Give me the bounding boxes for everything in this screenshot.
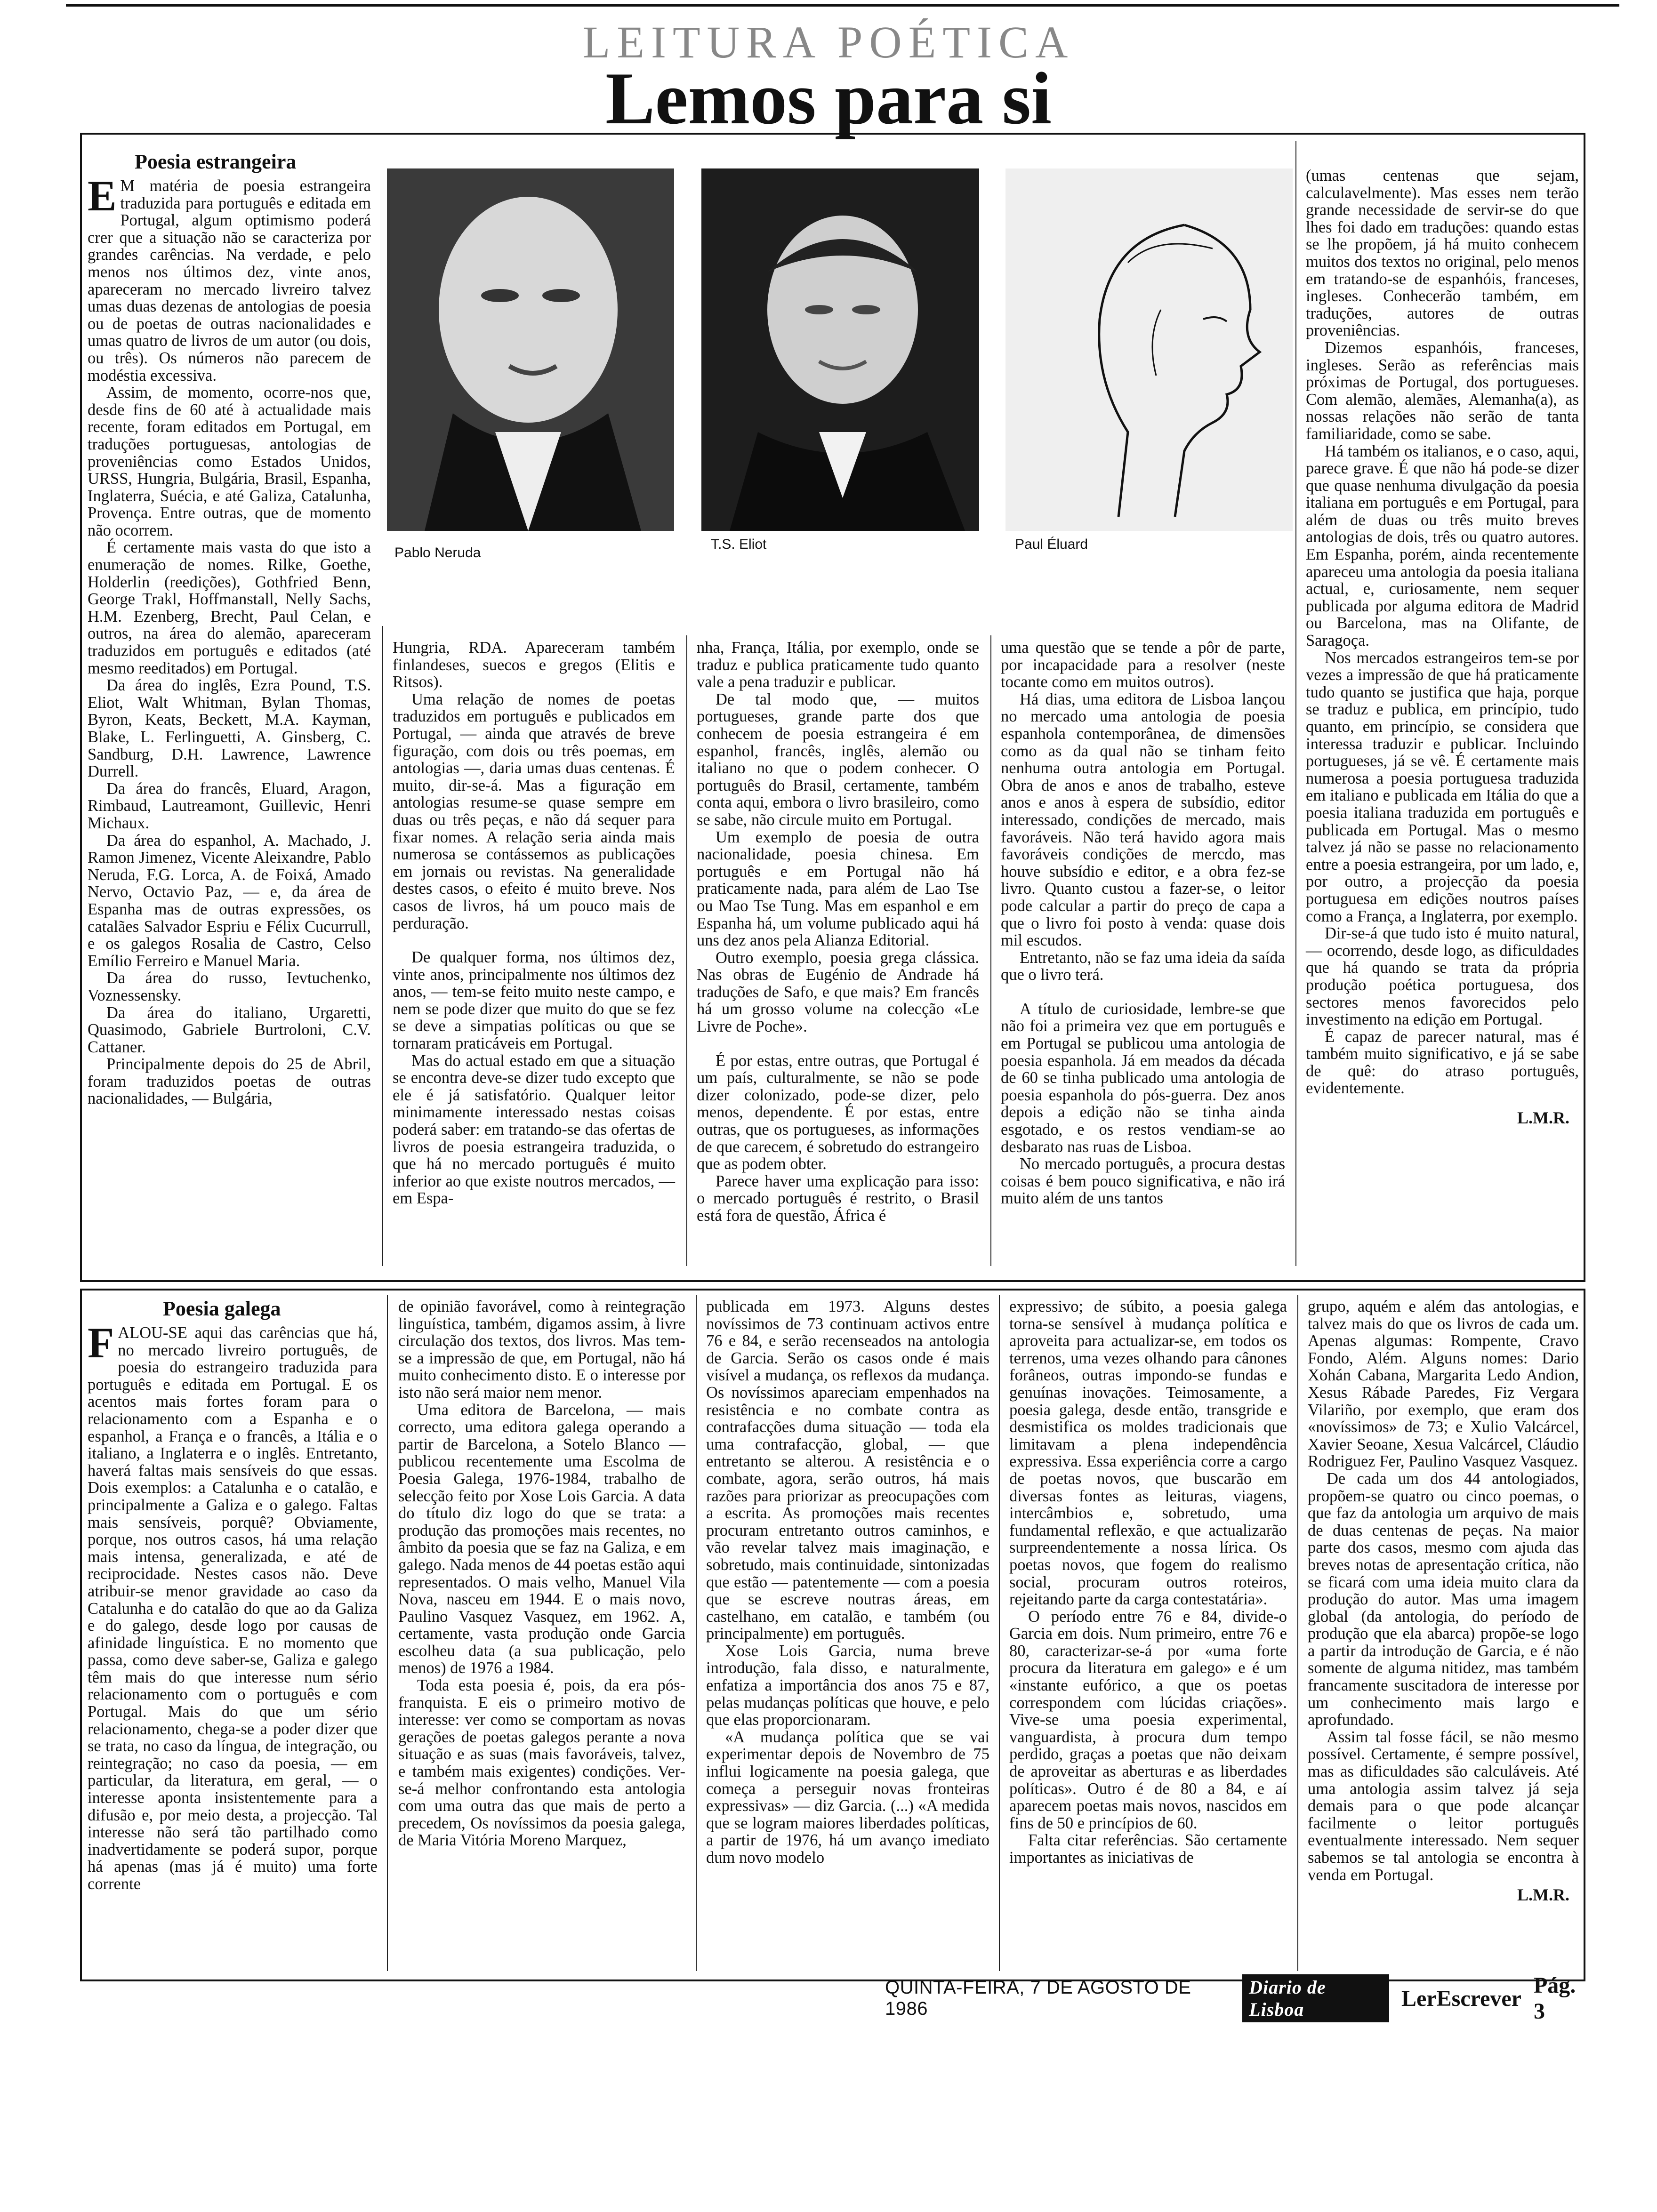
eliot-portrait-graphic [701, 168, 979, 531]
paragraph: Da área do francês, Eluard, Aragon, Rimbaud, Lautreamont, Guillevic, Henri Michaux. [88, 779, 371, 832]
paragraph: Uma relação de nomes de poetas traduzidos em português e publicados em Portugal, — ainda que através de breve figuração, com dois ou três poemas, em antologias —, daria umas duas centenas. É muito, dir-se-á. Mas a figuração em antologias resume-se quase sempre em duas ou três peças, e não dá sequer para fixar nomes. A relação seria ainda mais numerosa se contássemos as publicações em jornais ou revistas. Na generalidade destes casos, o efeito é muito breve. Nos casos de livros, há um pouco mais de perduração. [393, 690, 675, 932]
paragraph: Assim, de momento, ocorre-nos que, desde fins de 60 até à actualidade mais recente, foram editados em Portugal, em traduções portuguesas, antologias de proveniências como Estados Unidos, URSS, Hungria, Bulgária, Brasil, Espanha, Inglaterra, Suécia, e até Galiza, Catalunha, Provença. Entre outras, que de momento não ocorrem. [88, 384, 371, 539]
paragraph: Da área do russo, Ievtuchenko, Voznessensky. [88, 969, 371, 1004]
article2-signature: L.M.R. [1517, 1885, 1569, 1905]
neruda-portrait-graphic [387, 168, 674, 531]
article1-col1-body [88, 172, 371, 1108]
article2-column-3 [706, 1298, 989, 1867]
article1-column-2 [393, 639, 675, 1207]
caption-pablo-neruda: Pablo Neruda [394, 545, 481, 561]
paragraph: É certamente mais vasta do que isto a enumeração de nomes. Rilke, Goethe, Holderlin (reedições), Gothfried Benn, George Trakl, Hoffmanstall, Nelly Sachs, H.M. Ezenberg, Brecht, Paul Celan, e outros, na área do alemão, apareceram traduzidos em português e editados (até mesmo reeditados) em Portugal. [88, 538, 371, 677]
footer-section-name: LerEscrever [1401, 1986, 1521, 2011]
paragraph: Há dias, uma editora de Lisboa lançou no mercado uma antologia de poesia espanhola contemporânea, de dimensões como as da qual não se tinham feito nenhuma outra antologia em Portugal. Obra de anos e anos de trabalho, esteve anos e anos à espera de subsídio, editor interessado, condições de mercado, mais favoráveis. Não terá havido agora mais favoráveis condições de mercdo, mas houve subsídio e editor, e a obra fez-se livro. Quanto custou a fazer-se, o leitor pode calcular a partir do preço de capa a que o livro foi posto à venda: quase dois mil escudos. [1001, 690, 1285, 950]
paragraph: Entretanto, não se faz uma ideia da saída que o livro terá. [1001, 948, 1285, 984]
column-divider [686, 635, 687, 1266]
paragraph: de opinião favorável, como à reintegração linguística, também, digamos assim, à livre circulação dos textos, dos livros. Mas tem-se a impressão de que, em Portugal, não há muito conhecimento disto. E o interesse por isto não será maior nem menor. [398, 1298, 685, 1402]
article2-column-4 [1009, 1298, 1287, 1867]
paragraph: uma questão que se tende a pôr de parte, por incapacidade para a resolver (neste tocante como em muitos outros). [1001, 639, 1285, 691]
paragraph: A título de curiosidade, lembre-se que não foi a primeira vez que em português e em Portugal se publicou uma antologia de poesia espanhola. Já em meados da década de 60 se tinha publicado uma antologia de poesia espanhola do pós-guerra. Dez anos depois a edição não se tinha ainda esgotado, e os restos vendiam-se ao desbarato nas ruas de Lisboa. [1001, 1000, 1285, 1156]
paragraph: É capaz de parecer natural, mas é também muito significativo, e já se sabe de quê: do atraso português, evidentemente. [1306, 1027, 1579, 1098]
article2-column-1 [88, 1295, 378, 1893]
paragraph: Principalmente depois do 25 de Abril, foram traduzidos poetas de outras nacionalidades, — Bulgária, [88, 1055, 371, 1108]
paragraph: Nos mercados estrangeiros tem-se por vezes a impressão de que há praticamente tudo quanto se justifica que haja, porque se traduz e publica, em princípio, tudo quanto, em princípio, se considera que interessa traduzir e publicar. Incluindo portugueses, já se vê. É certamente mais numerosa a poesia portuguesa traduzida em italiano e publicada em Itália do que a poesia italiana traduzida em português e publicada em Portugal. Mas o mesmo talvez já não se passe no relacionamento entre a poesia estrangeira, por um lado, e, por outro, a projecção da poesia portuguesa em edições noutros países como a França, a Inglaterra, por exemplo. [1306, 649, 1579, 925]
page-title: Lemos para si [605, 57, 1052, 140]
caption-ts-eliot: T.S. Eliot [711, 537, 767, 552]
paragraph: Uma editora de Barcelona, — mais correcto, uma editora galega operando a partir de Barcelona, a Sotelo Blanco — publicou recentemente uma Escolma de Poesia Galega, 1976-1984, trabalho de selecção feito por Xose Lois Garcia. A data do título diz logo do que se trata: a produção das promoções mais recentes, no âmbito da poesia que se faz na Galiza, e em galego. Nada menos de 44 poetas estão aqui representados. O mais velho, Manuel Vila Nova, nasceu em 1944. E o mais novo, Paulino Vasquez Vasquez, em 1962. A, certamente, vasta produção onde Garcia escolheu data (a sua publicação, pelo menos) de 1976 a 1984. [398, 1401, 685, 1677]
paragraph: Falta citar referências. São certamente importantes as iniciativas de [1009, 1831, 1287, 1867]
paragraph: ALOU-SE aqui das carências que há, no mercado livreiro português, de poesia do estrangeiro traduzida para português e editada em Portugal. E os acentos mais fortes foram para o relacionamento com a Espanha e o espanhol, a França e o francês, a Itália e o italiano, a Inglaterra e o inglês. Entretanto, haverá faltas mais sensíveis do que essas. Dois exemplos: a Catalunha e o catalão, e principalmente a Galiza e o galego. Faltas mais sensíveis, porquê? Obviamente, porque, nos outros casos, há uma relação mais intensa, generalizada, e até de reciprocidade. Nestes casos não. Deve atribuir-se menor gravidade ao caso da Catalunha e do catalão do que ao da Galiza e do galego, desde logo por causas de afinidade linguística. E no momento que passa, como deve saber-se, Galiza e galego têm mais do que interesse num sério relacionamento com o português e com Portugal. Mais do que um sério relacionamento, chega-se a poder dizer que se trata, no caso da língua, de integração, ou reintegração; no caso da poesia, — em particular, da literatura, em geral, — o interesse aponta insistentemente para a difusão e, por meio desta, a projecção. Tal interesse não será tão partilhado como inadvertidamente se poderá supor, porque há apenas (mas já é muito) uma forte corrente [88, 1324, 378, 1893]
paragraph: Dir-se-á que tudo isto é muito natural, — ocorrendo, desde logo, as dificuldades que há quando se trata da própria produção poética portuguesa, dos sectores menos favorecidos pelo investimento na edição em Portugal. [1306, 924, 1579, 1029]
paragraph: De qualquer forma, nos últimos dez, vinte anos, principalmente nos últimos dez anos, — tem-se feito muito neste campo, e nem se pode dizer que muito do que se fez se deve a simpatias políticas ou que se tornaram praticáveis em Portugal. [393, 948, 675, 1053]
paragraph: publicada em 1973. Alguns destes novíssimos de 73 continuam activos entre 76 e 84, e serão recenseados na antologia de Garcia. Serão os casos onde é mais visível a mudança, os reflexos da mudança. Os novíssimos apareciam empenhados na resistência e no combate contra as contrafacções duma situação — toda ela uma contrafacção, global, — que entretanto se alterou. A resistência e o combate, agora, serão outros, há mais razões para priorizar as preocupações com a escrita. As promoções mais recentes procuram entretanto outros caminhos, e vão revelar talvez mais imaginação, e sobretudo, mais continuidade, sintonizadas que estão — patentemente — com a poesia que se escreve noutras áreas, em castelhano, em catalão, e também (ou principalmente) em português. [706, 1298, 989, 1643]
article1-signature: L.M.R. [1517, 1108, 1569, 1128]
footer-date: QUINTA-FEIRA, 7 DE AGOSTO DE 1986 [885, 1977, 1191, 2019]
article1-column-1 [88, 148, 371, 1107]
paragraph: Dizemos espanhóis, franceses, ingleses. Serão as referências mais próximas de Portugal, dos portugueses. Com alemão, alemães, Alemanha(a), as nossas relações não serão de tanta familiaridade, como se sabe. [1306, 338, 1579, 443]
article1-column-3 [697, 639, 979, 1225]
article2-column-2 [398, 1298, 685, 1849]
column-divider [382, 626, 383, 1266]
photo-paul-eluard [1005, 168, 1293, 531]
paragraph: M matéria de poesia estrangeira traduzida para português e editada em Portugal, algum optimismo poderá crer que a situação não se caracteriza por grandes carências. Na verdade, e pelo menos nos últimos dez, vinte anos, apareceram no mercado livreiro talvez umas duas dezenas de antologias de poesia ou de poetas de outras nacionalidades e umas quatro de livros de um autor (ou dois, ou três). Os números não parecem de modéstia excessiva. [88, 177, 371, 385]
paragraph: De tal modo que, — muitos portugueses, grande parte dos que conhecem de poesia estrangeira é em espanhol, francês, inglês, alemão ou italiano no que o podem conhecer. O português do Brasil, certamente, também conta aqui, embora o livro brasileiro, como se sabe, não circule muito em Portugal. [697, 690, 979, 829]
paragraph: De cada um dos 44 antologiados, propõem-se quatro ou cinco poemas, o que faz da antologia um arquivo de mais de duas centenas de peças. Na maior parte dos casos, mesmo com ajuda das breves notas de apresentação crítica, não se ficará com uma ideia muito clara da produção do autor. Mas uma imagem global (da antologia, do período de produção que ela abarca) propõe-se logo a partir da introdução de Garcia, e é não somente de alguma nitidez, mas também francamente suscitadora de interesse por um conhecimento mais largo e aprofundado. [1308, 1469, 1579, 1729]
paragraph: Mas do actual estado em que a situação se encontra deve-se dizer tudo excepto que ele é já satisfatório. Qualquer leitor minimamente interessado nestas coisas poderá saber: em tratando-se das ofertas de livros de poesia estrangeira traduzida, o que há no mercado português é muito inferior ao que existe noutros mercados, — em Espa- [393, 1051, 675, 1208]
footer-page-number: Pág. 3 [1533, 1973, 1576, 2024]
article1-dropcap: E [88, 172, 117, 220]
paragraph: Assim tal fosse fácil, se não mesmo possível. Certamente, é sempre possível, mas as dificuldades são calculáveis. Até uma antologia assim talvez já seja demais para o que pode alcançar facilmente o leitor português eventualmente interessado. Nem sequer sabemos se tal antologia se encontra à venda em Portugal. [1308, 1728, 1579, 1884]
paragraph: Xose Lois Garcia, numa breve introdução, fala disso, e naturalmente, enfatiza a importância dos anos 75 e 87, pelas mudanças políticas que houve, e pelo que elas proporcionaram. [706, 1642, 989, 1729]
paragraph: Outro exemplo, poesia grega clássica. Nas obras de Eugénio de Andrade há traduções de Safo, e que mais? Em francês há um grosso volume na colecção «Le Livre de Poche». [697, 948, 979, 1036]
paragraph: Da área do espanhol, A. Machado, J. Ramon Jimenez, Vicente Aleixandre, Pablo Neruda, F.G. Lorca, A. de Foixá, Amado Nervo, Octavio Paz, — e, da área de Espanha mas de outras expressões, os catalães Salvador Espriu e Félix Cucurrull, e os galegos Rosalia de Castro, Celso Emílio Ferreiro e Manuel Maria. [88, 831, 371, 970]
eluard-drawing-graphic [1005, 168, 1293, 531]
header-kicker: LEITURA POÉTICA [582, 17, 1075, 67]
column-divider [387, 1295, 388, 1971]
footer-masthead-logo: Diario de Lisboa [1242, 1974, 1389, 2022]
photo-ts-eliot [701, 168, 979, 531]
article1-column-4 [1001, 639, 1285, 1207]
article2-column-5 [1308, 1298, 1579, 1904]
paragraph: No mercado português, a procura destas coisas é bem pouco significativa, e não irá muito além de uns tantos [1001, 1155, 1285, 1208]
paragraph: «A mudança política que se vai experimentar depois de Novembro de 75 influi logicamente na poesia galega, que começa a perseguir novas fronteiras expressivas» — diz Garcia. (...) «A medida que se logram maiores liberdades políticas, a partir de 1976, há um avanço imediato dum novo modelo [706, 1728, 989, 1867]
article1-heading: Poesia estrangeira [135, 150, 297, 173]
paragraph: Da área do italiano, Urgaretti, Quasimodo, Gabriele Burtroloni, C.V. Cattaner. [88, 1003, 371, 1056]
paragraph: expressivo; de súbito, a poesia galega torna-se sensível à mudança política e aproveita para actualizar-se, em todos os terrenos, uma vezes olhando para cânones forâneos, outras impondo-se fundas e genuínas inovações. Teimosamente, a poesia galega, desde então, transgride e desmistifica os moldes tradicionais que limitavam a plena independência expressiva. Essa experiência corre a cargo de poetas novos, que buscarão em diversas fontes as leituras, viagens, intercâmbios e, sobretudo, uma fundamental reflexão, e que actualizarão surpreendentemente a nossa lírica. Os poetas novos, que fogem do realismo social, procuram outros roteiros, rejeitando parte da carga contestatária». [1009, 1298, 1287, 1609]
column-divider [1297, 1295, 1298, 1971]
paragraph: O período entre 76 e 84, divide-o Garcia em dois. Num primeiro, entre 76 e 80, caracterizar-se-á por «uma forte procura da literatura em galego» e é um «instante eufórico, a que os poetas correspondem com lúcidas criações». Vive-se uma poesia experimental, vanguardista, à procura dum tempo perdido, graças a poetas que não deixam de aproveitar as aberturas e as liberdades políticas». Outro é de 80 a 84, e aí aparecem poetas mais novos, nascidos em fins de 50 e princípios de 60. [1009, 1607, 1287, 1832]
article2-heading: Poesia galega [163, 1297, 281, 1320]
paragraph: Toda esta poesia é, pois, da era pós-franquista. E eis o primeiro motivo de interesse: ver como se comportam as novas gerações de poetas galegos perante a nova situação e as suas (mais favoráveis, talvez, e também mais exigentes) condições. Ver-se-á melhor confrontando esta antologia com uma outra das que mais de perto a precedem, Os novíssimos da poesia galega, de Maria Vitória Moreno Marquez, [398, 1676, 685, 1850]
photo-pablo-neruda [387, 168, 674, 531]
paragraph: É por estas, entre outras, que Portugal é um país, culturalmente, se não se pode dizer colonizado, pode-se dizer, pelo menos, dependente. É por estas, entre outras, que os portugueses, as informações de que carecem, é sobretudo do estrangeiro que as podem obter. [697, 1051, 979, 1173]
column-divider [990, 635, 991, 1266]
paragraph: Da área do inglês, Ezra Pound, T.S. Eliot, Walt Whitman, Bylan Thomas, Byron, Keats, Beckett, M.A. Kayman, Blake, L. Ferlinguetti, A. Ginsberg, C. Sandburg, D.H. Lawrence, Lawrence Durrell. [88, 676, 371, 781]
paragraph: nha, França, Itália, por exemplo, onde se traduz e publica praticamente tudo quanto vale a pena traduzir e publicar. [697, 639, 979, 691]
page-footer [885, 1973, 1591, 2024]
column-divider [696, 1295, 697, 1971]
column-divider [999, 1295, 1000, 1971]
paragraph: Parece haver uma explicação para isso: o mercado português é restrito, o Brasil está fora de questão, África é [697, 1172, 979, 1225]
paragraph: (umas centenas que sejam, calculavelmente). Mas esses nem terão grande necessidade de servir-se do que lhes foi dado em traduções: quando estas se lhe propõem, já há muito conhecem muitos dos textos no original, pelo menos em tratando-se de espanhóis, franceses, ingleses. Conhecerão também, em traduções, autores de outras proveniências. [1306, 167, 1579, 340]
column-divider [1295, 141, 1296, 1266]
paragraph: Há também os italianos, e o caso, aqui, parece grave. É que não há pode-se dizer que quase nenhuma divulgação da poesia italiana em português e em Portugal, para além de duas ou três muito breves antologias de dois, três ou quatro autores. Em Espanha, porém, ainda recentemente apareceu uma antologia da poesia italiana actual, e, curiosamente, nem sequer publicada por alguma editora de Madrid ou Barcelona, mas na Olifante, de Saragoça. [1306, 442, 1579, 650]
paragraph: Um exemplo de poesia de outra nacionalidade, poesia chinesa. Em português e em Portugal não há praticamente nada, para além de Lao Tse ou Mao Tse Tung. Mas em espanhol e em Espanha há, um volume publicado aqui há uns dez anos pela Alianza Editorial. [697, 828, 979, 950]
article2-dropcap: F [88, 1319, 114, 1367]
top-rule [66, 4, 1619, 13]
paragraph: grupo, aquém e além das antologias, e talvez mais do que os livros de cada um. Apenas algumas: Rompente, Cravo Fondo, Além. Alguns nomes: Dario Xohán Cabana, Margarita Ledo Andion, Xesus Rábade Paredes, Fiz Vergara Vilariño, por exemplo, que eram dos «novíssimos» de 73; e Xulio Valcárcel, Xavier Seoane, Xesua Valcárcel, Cláudio Rodriguez Fer, Paulino Vasquez Vasquez. [1308, 1298, 1579, 1471]
caption-paul-eluard: Paul Éluard [1015, 537, 1088, 552]
article1-column-5 [1306, 167, 1579, 1127]
paragraph: Hungria, RDA. Apareceram também finlandeses, suecos e gregos (Elitis e Ritsos). [393, 639, 675, 691]
